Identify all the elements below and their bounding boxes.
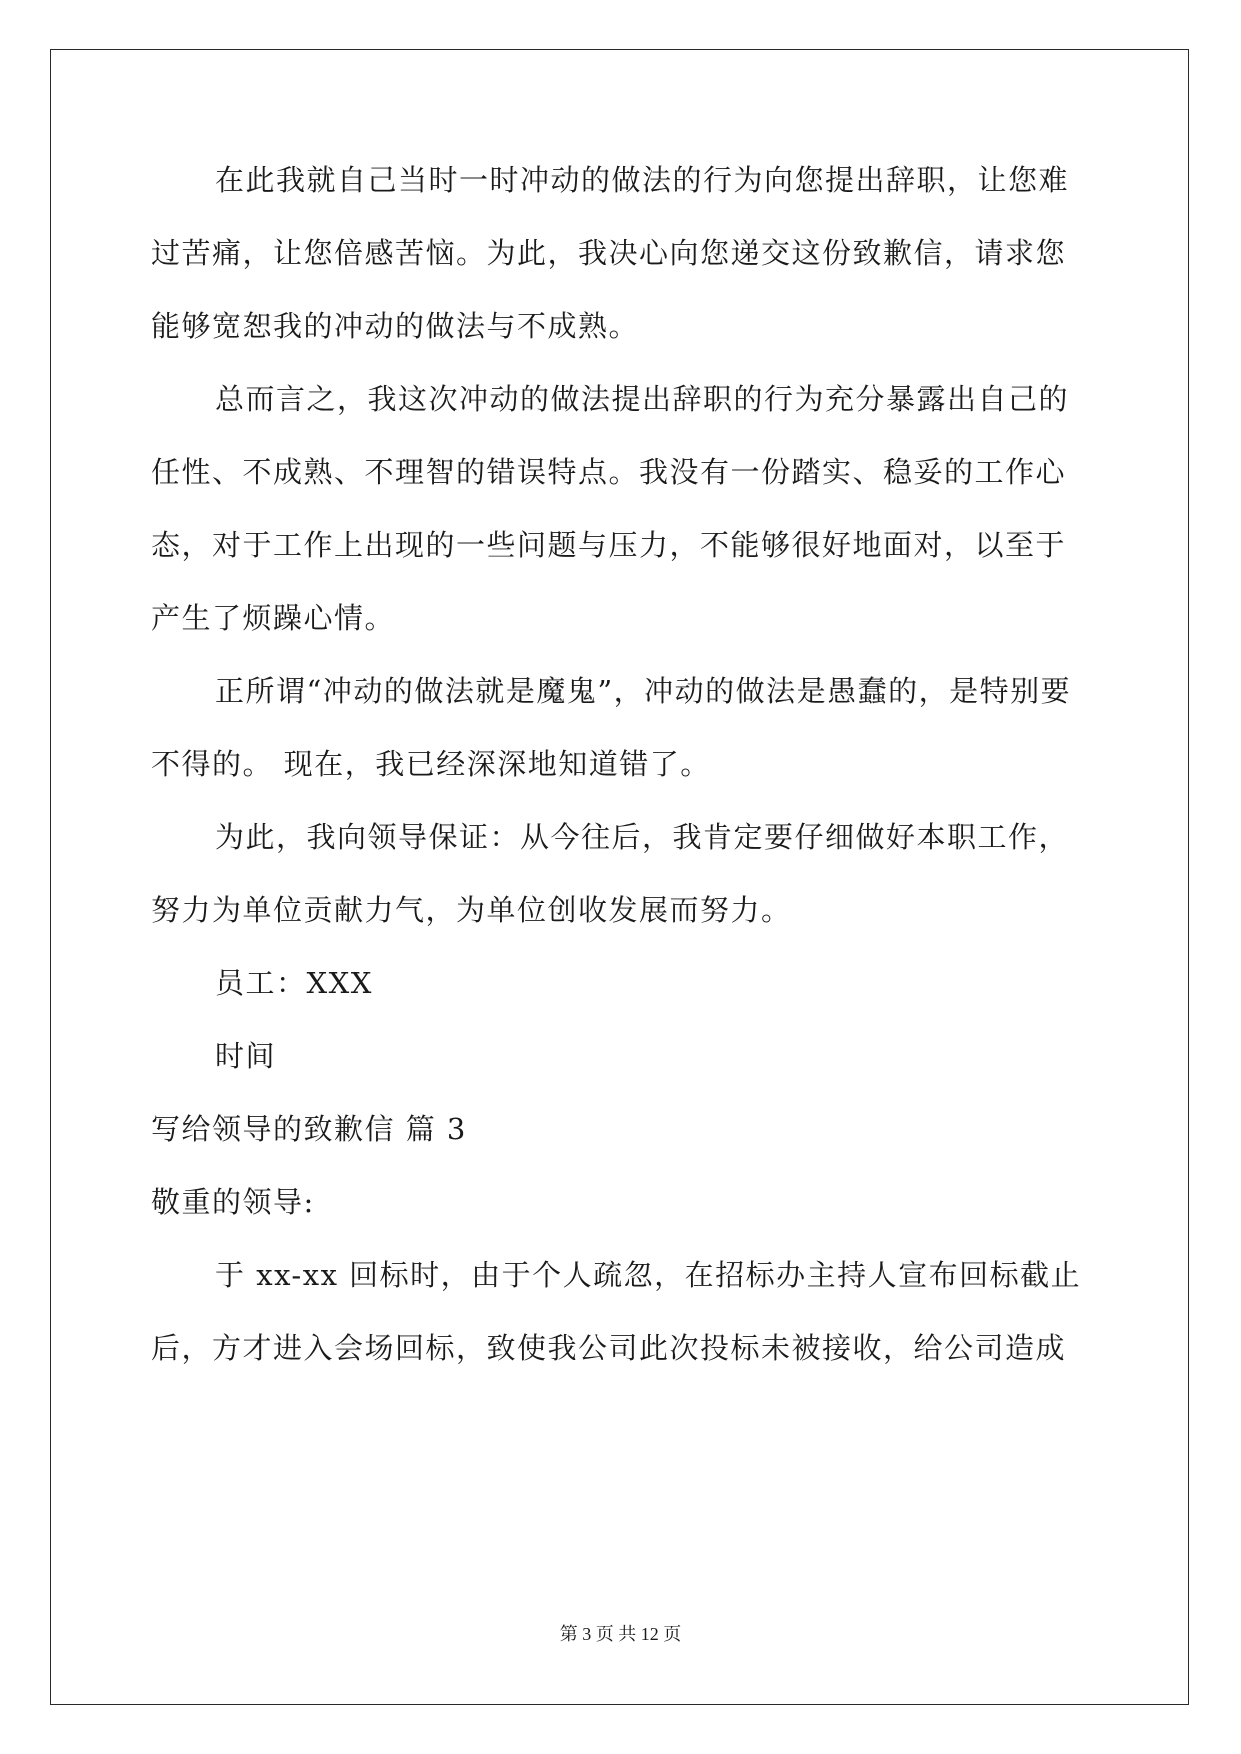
paragraph-line: 于 xx-xx 回标时，由于个人疏忽，在招标办主持人宣布回标截止: [215, 1258, 1082, 1292]
signature-date: 时间: [215, 1039, 277, 1073]
paragraph-line: 在此我就自己当时一时冲动的做法的行为向您提出辞职，让您难: [215, 163, 1070, 197]
paragraph-line: 态，对于工作上出现的一些问题与压力，不能够很好地面对，以至于: [151, 528, 1067, 562]
paragraph-line: 不得的。 现在，我已经深深地知道错了。: [151, 747, 711, 781]
paragraph-line: 产生了烦躁心情。: [151, 601, 396, 635]
page-number: 第 3 页 共 12 页: [559, 1624, 682, 1644]
paragraph-line: 正所谓“冲动的做法就是魔鬼”，冲动的做法是愚蠢的，是特别要: [215, 674, 1072, 708]
section-title: 写给领导的致歉信 篇 3: [151, 1112, 467, 1146]
paragraph-line: 任性、不成熟、不理智的错误特点。我没有一份踏实、稳妥的工作心: [151, 455, 1067, 489]
salutation: 敬重的领导:: [151, 1185, 315, 1219]
paragraph-line: 后，方才进入会场回标，致使我公司此次投标未被接收，给公司造成: [151, 1331, 1067, 1365]
paragraph-line: 能够宽恕我的冲动的做法与不成熟。: [151, 309, 640, 343]
paragraph-line: 努力为单位贡献力气，为单位创收发展而努力。: [151, 893, 792, 927]
signature-employee: 员工：XXX: [215, 966, 373, 1000]
paragraph-line: 总而言之，我这次冲动的做法提出辞职的行为充分暴露出自己的: [215, 382, 1070, 416]
paragraph-line: 过苦痛，让您倍感苦恼。为此，我决心向您递交这份致歉信，请求您: [151, 236, 1067, 270]
paragraph-line: 为此，我向领导保证：从今往后，我肯定要仔细做好本职工作，: [215, 820, 1070, 854]
page-border: [50, 49, 1189, 1705]
